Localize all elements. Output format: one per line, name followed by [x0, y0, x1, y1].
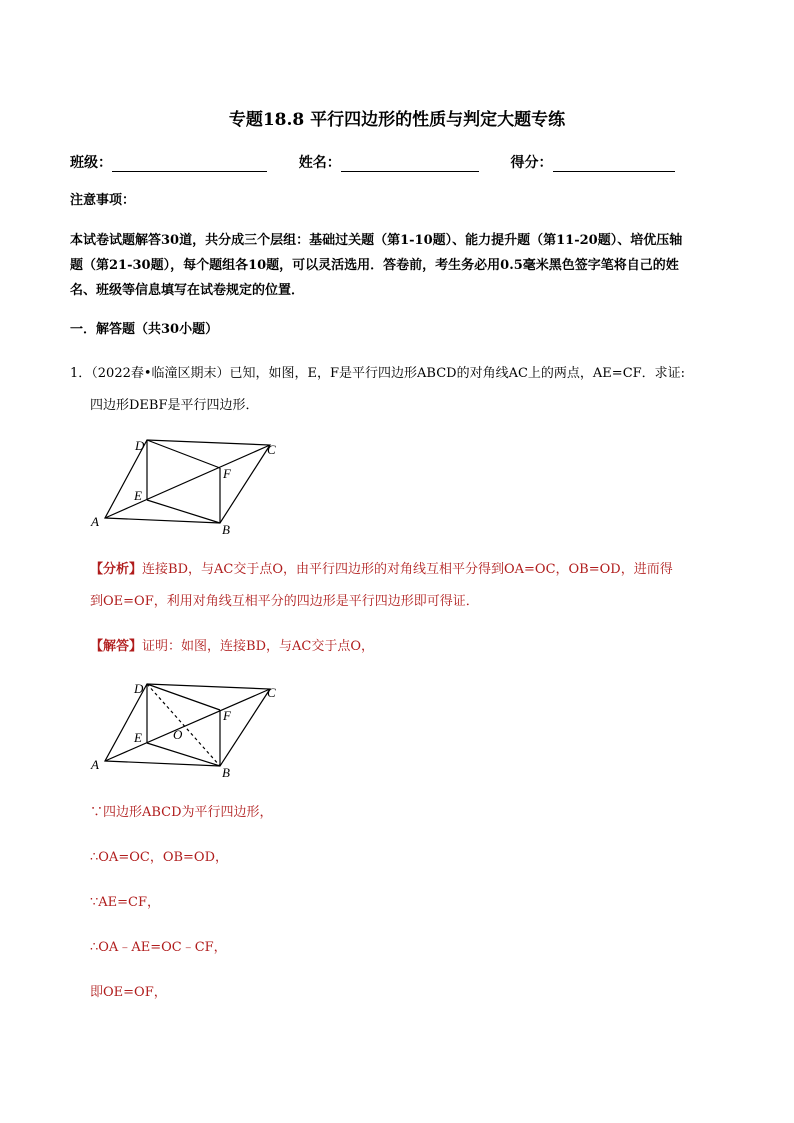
- student-info-row: [70, 152, 675, 172]
- question-1-line-1: 1．（2022春•临潼区期末）已知，如图，E，F是平行四边形ABCD的对角线AC上的两点，AE=CF．求证:: [70, 366, 686, 381]
- segment-eb-2: [147, 743, 220, 766]
- class-blank: [112, 155, 267, 172]
- class-label: 班级：: [70, 155, 112, 171]
- label-a: A: [91, 514, 99, 529]
- label-a-2: A: [91, 757, 99, 772]
- label-c: C: [267, 442, 276, 457]
- name-blank: [341, 155, 479, 172]
- label-b-2: B: [222, 765, 230, 780]
- notice-line-3: 名、班级等信息填写在试卷规定的位置．: [70, 283, 305, 298]
- proof-step-1: ∵四边形ABCD为平行四边形，: [90, 805, 273, 820]
- label-o: O: [173, 727, 183, 742]
- solution-text: 证明：如图，连接BD，与AC交于点O，: [142, 639, 374, 654]
- label-c-2: C: [267, 685, 276, 700]
- proof-step-3: ∵AE=CF，: [90, 895, 161, 910]
- analysis-tag: 【分析】: [90, 562, 143, 577]
- analysis-line-1: [90, 555, 673, 585]
- figure-2-parallelogram: [85, 675, 295, 785]
- proof-step-4: ∴OA﹣AE=OC﹣CF，: [90, 940, 227, 955]
- analysis-line-2: 到OE=OF，利用对角线互相平分的四边形是平行四边形即可得证．: [90, 594, 479, 609]
- label-e-2: E: [134, 730, 142, 745]
- notice-line-2: 题（第21-30题），每个题组各10题，可以灵活选用．答卷前，考生务必用0.5毫米黑色签字笔将自己的姓: [70, 258, 679, 273]
- label-b: B: [222, 522, 230, 537]
- solution-tag: 【解答】: [90, 639, 143, 654]
- question-1-line-2: 四边形DEBF是平行四边形．: [90, 398, 259, 413]
- label-d: D: [135, 438, 145, 453]
- proof-step-5: 即OE=OF，: [90, 985, 167, 1000]
- score-label: 得分：: [510, 155, 553, 171]
- proof-step-2: ∴OA=OC，OB=OD，: [90, 850, 228, 865]
- label-f-2: F: [223, 708, 231, 723]
- notice-line-1: 本试卷试题解答30道，共分成三个层组：基础过关题（第1-10题）、能力提升题（第11-20题）、培优压轴: [70, 233, 683, 248]
- section-heading: 一．解答题（共30小题）: [70, 322, 219, 337]
- segment-eb: [147, 500, 220, 523]
- figure-1-parallelogram: [85, 430, 295, 540]
- diagonal-ac-2: [105, 689, 270, 761]
- solution-line: [90, 632, 374, 662]
- diagonal-bd-dashed: [147, 684, 220, 766]
- name-label: 姓名：: [298, 155, 341, 171]
- label-e: E: [134, 488, 142, 503]
- page-title: 专题18.8 平行四边形的性质与判定大题专练: [228, 110, 566, 130]
- segment-df: [147, 440, 220, 468]
- analysis-text-1: 连接BD，与AC交于点O，由平行四边形的对角线互相平分得到OA=OC，OB=OD，进而得: [142, 562, 673, 577]
- score-blank: [553, 155, 675, 172]
- label-f: F: [223, 466, 231, 481]
- segment-df-2: [147, 684, 220, 710]
- label-d-2: D: [134, 681, 144, 696]
- notice-heading: 注意事项：: [70, 193, 136, 208]
